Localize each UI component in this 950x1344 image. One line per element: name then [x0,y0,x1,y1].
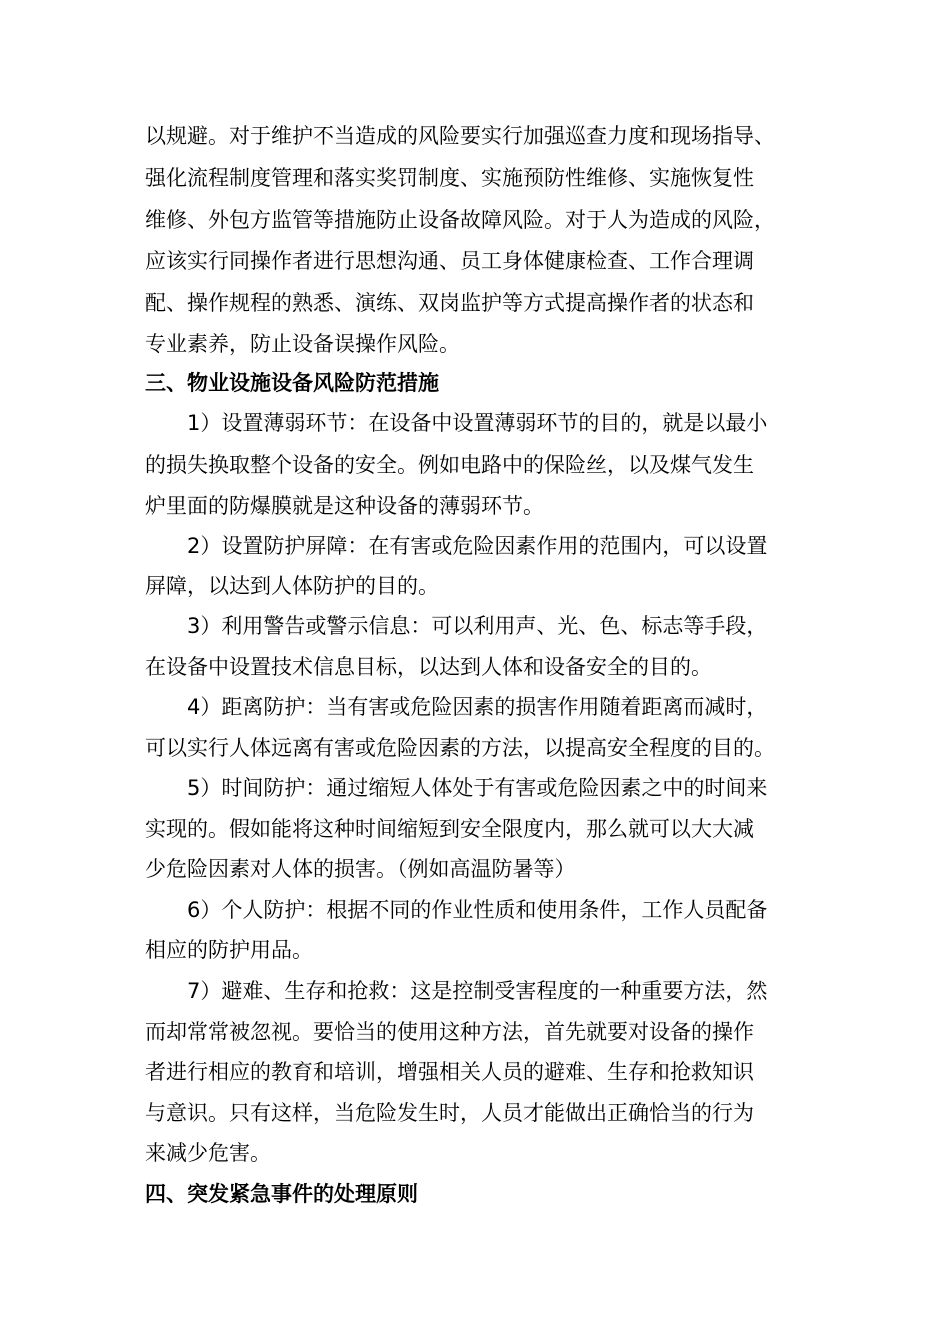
paragraph-line: 强化流程制度管理和落实奖罚制度、实施预防性维修、实施恢复性 [145,166,754,190]
paragraph-line: 应该实行同操作者进行思想沟通、员工身体健康检查、工作合理调 [145,249,754,273]
list-item-5-line: 少危险因素对人体的损害。（例如高温防暑等） [145,857,576,881]
paragraph-line: 专业素养，防止设备误操作风险。 [145,332,460,356]
list-item-1-line: 的损失换取整个设备的安全。例如电路中的保险丝，以及煤气发生 [145,453,754,477]
paragraph-line: 以规避。对于维护不当造成的风险要实行加强巡查力度和现场指导、 [145,124,775,148]
list-item-7-line: 者进行相应的教育和培训，增强相关人员的避难、生存和抢救知识 [145,1060,754,1084]
list-item-7-line: 7）避难、生存和抢救：这是控制受害程度的一种重要方法，然 [187,979,768,1003]
list-item-4-line: 可以实行人体远离有害或危险因素的方法，以提高安全程度的目的。 [145,736,775,760]
section-heading-3: 三、物业设施设备风险防范措施 [145,371,439,395]
list-item-5-line: 5）时间防护：通过缩短人体处于有害或危险因素之中的时间来 [187,776,768,800]
paragraph-line: 配、操作规程的熟悉、演练、双岗监护等方式提高操作者的状态和 [145,291,754,315]
section-heading-4: 四、突发紧急事件的处理原则 [145,1182,418,1206]
paragraph-line: 维修、外包方监管等措施防止设备故障风险。对于人为造成的风险， [145,208,775,232]
list-item-2-line: 2）设置防护屏障：在有害或危险因素作用的范围内，可以设置 [187,534,768,558]
list-item-7-line: 与意识。只有这样，当危险发生时，人员才能做出正确恰当的行为 [145,1101,754,1125]
list-item-1-line: 1）设置薄弱环节：在设备中设置薄弱环节的目的，就是以最小 [187,411,768,435]
list-item-5-line: 实现的。假如能将这种时间缩短到安全限度内，那么就可以大大减 [145,817,754,841]
list-item-6-line: 相应的防护用品。 [145,938,313,962]
list-item-7-line: 来减少危害。 [145,1141,271,1165]
list-item-2-line: 屏障，以达到人体防护的目的。 [145,574,439,598]
list-item-6-line: 6）个人防护：根据不同的作业性质和使用条件，工作人员配备 [187,898,768,922]
list-item-7-line: 而却常常被忽视。要恰当的使用这种方法，首先就要对设备的操作 [145,1020,754,1044]
list-item-1-line: 炉里面的防爆膜就是这种设备的薄弱环节。 [145,494,544,518]
list-item-3-line: 在设备中设置技术信息目标，以达到人体和设备安全的目的。 [145,655,712,679]
list-item-3-line: 3）利用警告或警示信息：可以利用声、光、色、标志等手段， [187,614,768,638]
list-item-4-line: 4）距离防护：当有害或危险因素的损害作用随着距离而减时， [187,695,768,719]
